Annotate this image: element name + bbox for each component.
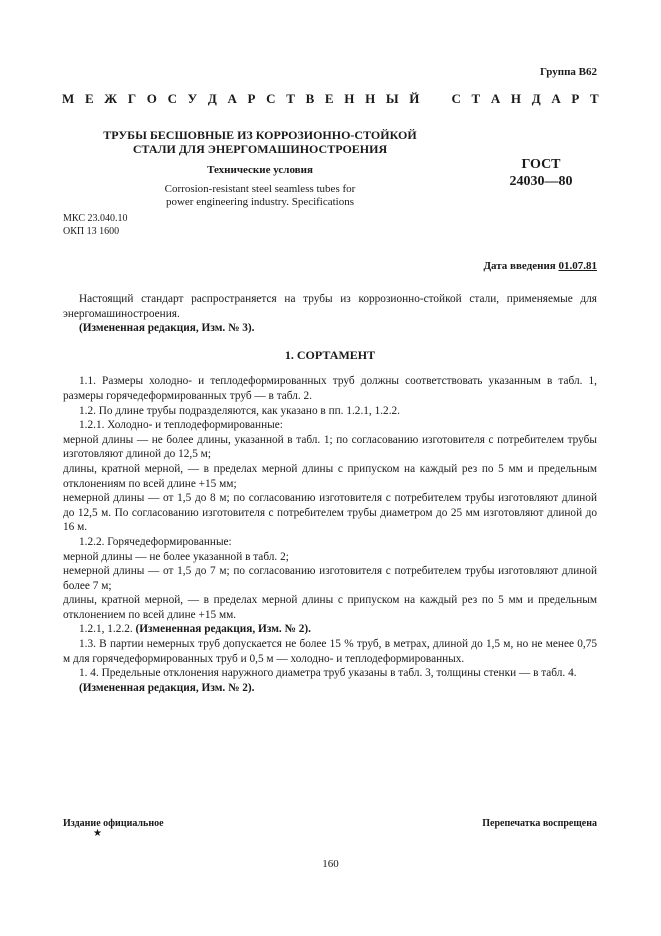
introduction-date-value: 01.07.81 (558, 260, 597, 272)
english-title-line-2: power engineering industry. Specifications (165, 196, 355, 208)
interstate-standard-heading (62, 91, 599, 107)
document-title-line-2: СТАЛИ ДЛЯ ЭНЕРГОМАШИНОСТРОЕНИЯ (132, 142, 388, 156)
heading-letter: С (451, 91, 461, 106)
heading-letter: С (266, 91, 276, 106)
heading-letter: Д (207, 91, 217, 106)
group-code: Группа В62 (539, 66, 597, 78)
page-number: 160 (322, 858, 339, 870)
paragraph-hot-unmeasured-length: немерной длины — от 1,5 до 7 м; по согласованию изготовителя с потребителем трубы изготовляют длиной более 7 м; (63, 565, 597, 592)
heading-letter: Е (324, 91, 334, 106)
heading-letter: С (167, 91, 177, 106)
paragraph-1-1: 1.1. Размеры холодно- и теплодеформированных труб должны соответствовать указанным в табл. 1, размеры горячедеформированных труб — в табл. 2. (63, 375, 597, 402)
heading-letter: Н (510, 91, 522, 106)
heading-letter: А (551, 91, 561, 106)
official-edition-label: Издание официальное (63, 818, 164, 829)
heading-letter: Т (471, 91, 481, 106)
document-subtitle: Технические условия (207, 164, 313, 176)
paragraph-unmeasured-length: немерной длины — от 1,5 до 8 м; по согласованию изготовителя с потребителем трубы изготовляют длиной до 12,5 м. По согласованию изготовителя с потребителем трубы диаметром до 25 мм изготовляют длиной до 16 м. (63, 492, 597, 534)
heading-letter: Р (571, 91, 580, 106)
reprint-prohibited-label: Перепечатка воспрещена (482, 818, 597, 829)
paragraph-hot-multiple-length: длины, кратной мерной, — в пределах мерной длины с припуском на каждый рез по 5 мм и предельным отклонением по всей длине +15 мм. (63, 594, 597, 621)
paragraph-1-4: 1. 4. Предельные отклонения наружного диаметра труб указаны в табл. 3, толщины стенки — в табл. 4. (79, 667, 577, 680)
heading-letter: Ы (385, 91, 399, 106)
heading-letter: Ж (104, 91, 118, 106)
edit-note-prefix: 1.2.1, 1.2.2. (79, 623, 136, 636)
gost-label: ГОСТ (521, 157, 561, 172)
paragraph-multiple-length: длины, кратной мерной, — в пределах мерной длины с припуском на каждый рез по 5 мм и предельным отклонениям по всей длине +15 мм; (63, 462, 597, 490)
heading-letter: Н (344, 91, 355, 106)
paragraph-intro: Настоящий стандарт распространяется на трубы из коррозионно-стойкой стали, применяемые для энергомашиностроения. (63, 293, 597, 320)
paragraph-edit-note-1-2 (63, 622, 597, 637)
paragraph-edit-note: (Измененная редакция, Изм. № 3). (79, 322, 255, 335)
heading-letter: Р (247, 91, 256, 106)
paragraph-1-2: 1.2. По длине трубы подразделяются, как указано в пп. 1.2.1, 1.2.2. (79, 404, 400, 417)
star-icon: ★ (93, 828, 102, 839)
introduction-date (483, 260, 597, 272)
document-title-line-1: ТРУБЫ БЕСШОВНЫЕ ИЗ КОРРОЗИОННО-СТОЙКОЙ (103, 128, 417, 142)
heading-letter: В (305, 91, 315, 106)
english-title-line-1: Corrosion-resistant steel seamless tubes for (164, 183, 356, 195)
heading-letter: А (490, 91, 501, 106)
section-title: 1. СОРТАМЕНТ (284, 347, 376, 362)
edit-note-bold: (Измененная редакция, Изм. № 2). (135, 623, 311, 636)
heading-letter: Н (365, 91, 376, 106)
paragraph-1-2-2: 1.2.2. Горячедеформированные: (79, 535, 232, 548)
heading-letter: О (146, 91, 157, 106)
heading-letter: Т (286, 91, 295, 106)
heading-letter: Е (84, 91, 94, 106)
heading-letter: Т (590, 91, 599, 106)
heading-letter: Й (409, 91, 420, 106)
heading-letter: Г (127, 91, 137, 106)
paragraph-edit-note-2: (Измененная редакция, Изм. № 2). (79, 681, 255, 694)
paragraph-measured-length: мерной длины — не более длины, указанной в табл. 1; по согласованию изготовителя с потребителем трубы изготовляют длиной до 12,5 м; (63, 433, 597, 461)
heading-letter: М (62, 91, 75, 106)
mks-code: МКС 23.040.10 (63, 213, 128, 224)
okp-code: ОКП 13 1600 (63, 226, 120, 237)
introduction-date-label: Дата введения (483, 260, 559, 272)
paragraph-1-3: 1.3. В партии немерных труб допускается не более 15 % труб, в метрах, длиной до 1,5 м, но не менее 0,75 м для горячедеформированных труб и 0,5 м — холодно- и теплодеформированных. (63, 638, 597, 665)
gost-number: 24030—80 (509, 174, 573, 189)
heading-letter: У (187, 91, 198, 106)
heading-letter: Д (531, 91, 541, 106)
paragraph-1-2-1: 1.2.1. Холодно- и теплодеформированные: (79, 419, 283, 432)
paragraph-hot-measured-length: мерной длины — не более указанной в табл. 2; (63, 550, 289, 563)
document-body (63, 292, 597, 695)
heading-letter: А (227, 91, 237, 106)
